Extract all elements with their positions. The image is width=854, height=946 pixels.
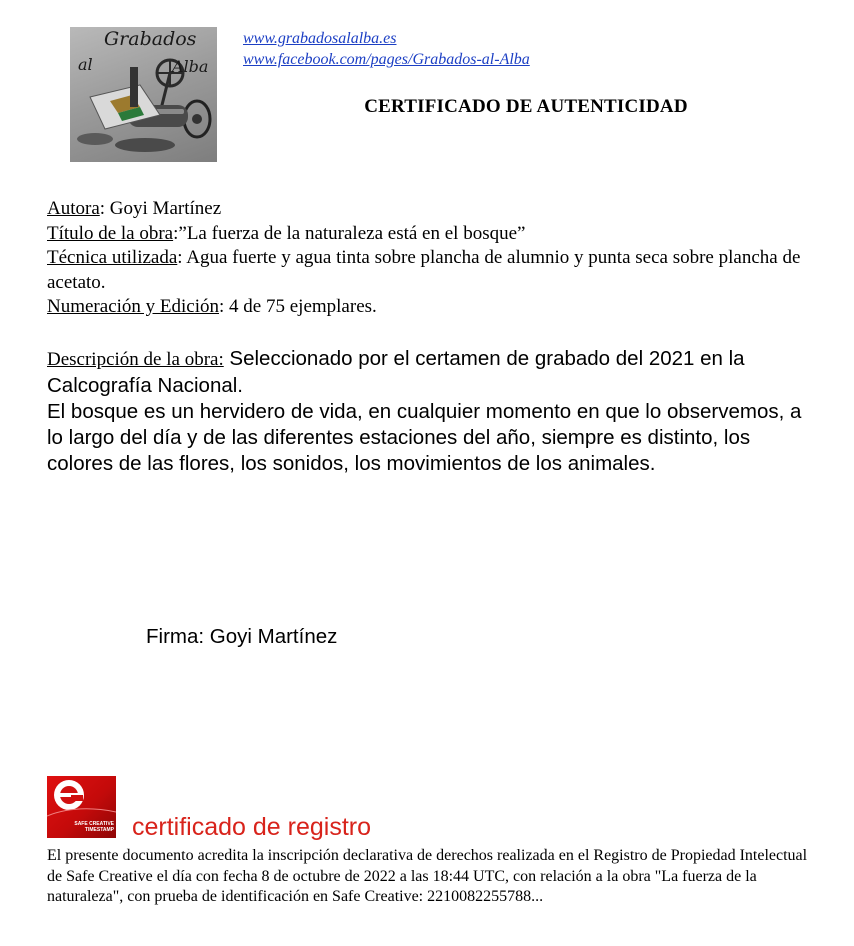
- tecnica-value: : Agua fuerte y agua tinta sobre plancha de alumnio y punta seca sobre plancha de acetato.: [47, 247, 801, 293]
- description-text: Seleccionado por el certamen de grabado del 2021 en la Calcografía Nacional.: [47, 347, 745, 397]
- logo-text-al: al: [78, 55, 93, 74]
- certificate-title: CERTIFICADO DE AUTENTICIDAD: [364, 96, 688, 117]
- description-intro: [47, 346, 817, 399]
- autora-label: Autora: [47, 198, 100, 219]
- grabados-al-alba-logo: [70, 27, 217, 162]
- titulo-row: [47, 222, 807, 247]
- logo-text-alba: Alba: [172, 57, 209, 76]
- tecnica-row: [47, 246, 807, 295]
- safe-creative-logo: [47, 776, 116, 838]
- autora-value: : Goyi Martínez: [99, 198, 222, 219]
- facebook-link[interactable]: www.facebook.com/pages/Grabados-al-Alba: [243, 51, 530, 68]
- artwork-details: [47, 197, 807, 320]
- stamp-line-2: TIMESTAMP: [84, 827, 114, 833]
- header-links: [243, 28, 530, 70]
- safe-creative-stamp-text: [74, 821, 114, 833]
- logo-text-grabados: Grabados: [104, 28, 197, 50]
- stamp-line-1: SAFE CREATIVE: [74, 821, 114, 827]
- description-label: Descripción de la obra:: [47, 349, 224, 370]
- registro-title: certificado de registro: [132, 813, 372, 841]
- tecnica-label: Técnica utilizada: [47, 247, 178, 268]
- artwork-description: [47, 346, 817, 477]
- numeracion-label: Numeración y Edición: [47, 296, 220, 317]
- numeracion-value: : 4 de 75 ejemplares.: [219, 296, 377, 317]
- description-body: El bosque es un hervidero de vida, en cualquier momento en que lo observemos, a lo largo del día y de las diferentes estaciones del año, siempre es distinto, los colores de las flores, los sonidos, los movimientos de los animales.: [47, 400, 802, 475]
- titulo-value: :”La fuerza de la naturaleza está en el bosque”: [173, 222, 526, 244]
- titulo-label: Título de la obra: [47, 222, 174, 244]
- autora-row: [47, 197, 807, 222]
- numeracion-row: [47, 295, 807, 320]
- registro-text: El presente documento acredita la inscripción declarativa de derechos realizada en el Registro de Propiedad Intelectual de Safe Creative el día con fecha 8 de octubre de 2022 a las 18:44 UTC, con relación a la obra "La fuerza de la naturaleza", con prueba de identificación en Safe Creative: 2210082255788...: [47, 847, 808, 905]
- signature-line: Firma: Goyi Martínez: [146, 625, 338, 648]
- website-link[interactable]: www.grabadosalalba.es: [243, 30, 397, 47]
